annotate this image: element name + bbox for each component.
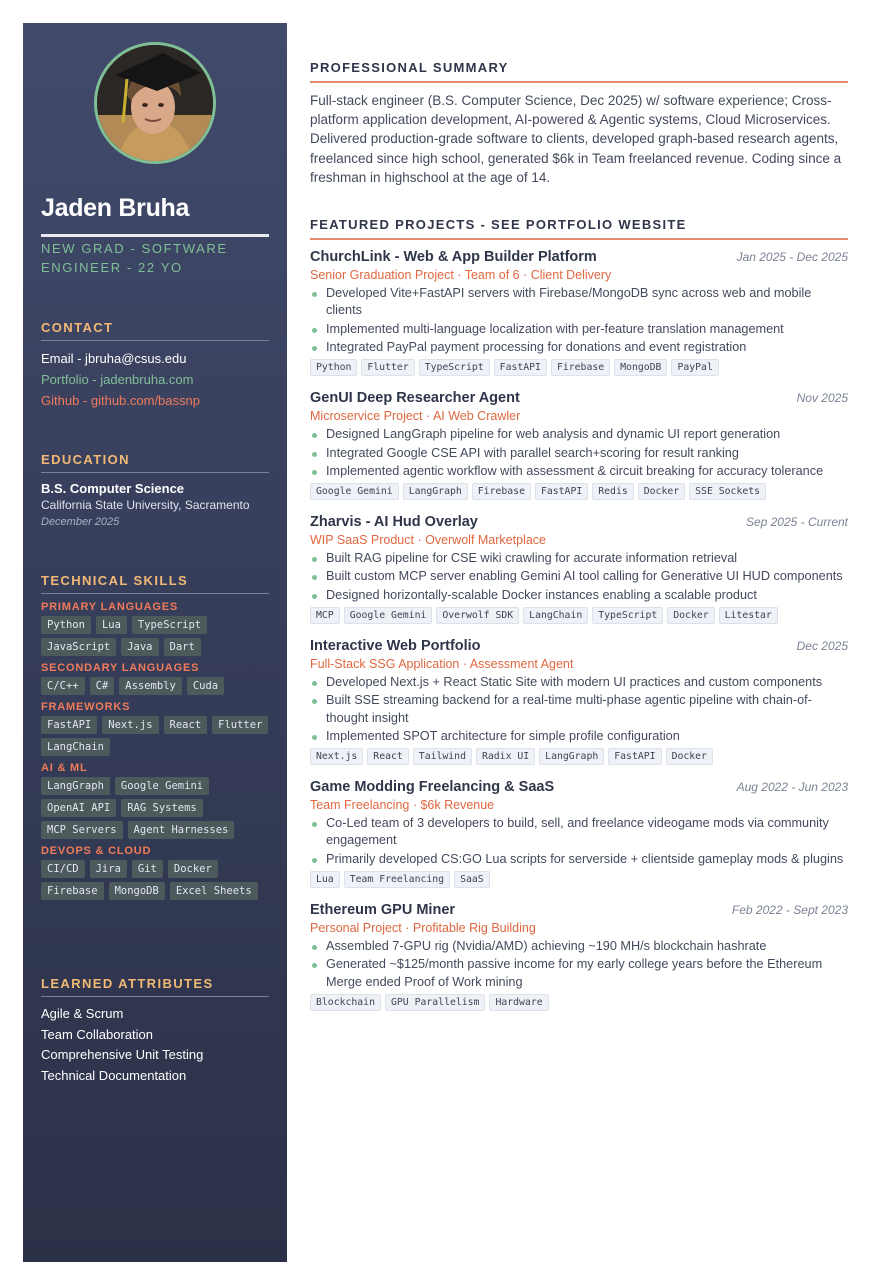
attribute-item: Agile & Scrum — [41, 1006, 124, 1021]
skill-category-label: FRAMEWORKS — [41, 701, 131, 713]
tech-tag: Google Gemini — [344, 607, 433, 624]
attributes-list — [41, 1004, 269, 1086]
tech-tag: Google Gemini — [310, 483, 399, 500]
project-date: Nov 2025 — [796, 391, 848, 406]
contact-email[interactable]: Email - jbruha@csus.edu — [41, 351, 187, 366]
tech-tag: Litestar — [719, 607, 778, 624]
project-bullets — [310, 815, 848, 868]
project-tags — [310, 748, 848, 765]
skills-heading: TECHNICAL SKILLS — [41, 573, 269, 594]
tech-tag: Redis — [592, 483, 634, 500]
project-bullet: Integrated PayPal payment processing for donations and event registration — [310, 339, 848, 356]
attributes-section — [41, 976, 269, 1086]
tech-tag: Tailwind — [413, 748, 472, 765]
project-subtitle: Team Freelancing · $6k Revenue — [310, 798, 495, 813]
tech-tag: FastAPI — [608, 748, 661, 765]
tech-tag: Team Freelancing — [344, 871, 450, 888]
skill-category-label: PRIMARY LANGUAGES — [41, 601, 179, 613]
skill-chip: Docker — [168, 860, 218, 878]
tech-tag: Docker — [666, 748, 713, 765]
contact-section — [41, 320, 269, 411]
project-subtitle: Personal Project · Profitable Rig Building — [310, 921, 536, 936]
skill-chip: LangGraph — [41, 777, 110, 795]
tech-tag: MCP — [310, 607, 340, 624]
skill-chip: Cuda — [187, 677, 224, 695]
project-header — [310, 638, 848, 654]
project-date: Aug 2022 - Jun 2023 — [736, 780, 848, 795]
project-title: Game Modding Freelancing & SaaS — [310, 779, 555, 796]
tech-tag: TypeScript — [592, 607, 663, 624]
skill-chip: MongoDB — [109, 882, 165, 900]
skills-section — [41, 573, 269, 906]
skill-chip-group — [41, 677, 269, 695]
skill-chip: Jira — [90, 860, 127, 878]
skill-chip: TypeScript — [132, 616, 207, 634]
project-title: Ethereum GPU Miner — [310, 902, 456, 919]
skill-chip: RAG Systems — [121, 799, 203, 817]
tech-tag: LangChain — [523, 607, 588, 624]
skill-chip: Git — [132, 860, 163, 878]
project-bullets — [310, 938, 848, 991]
project-subtitle: Microservice Project · AI Web Crawler — [310, 409, 521, 424]
contact-portfolio-link[interactable]: Portfolio - jadenbruha.com — [41, 372, 194, 387]
project-bullet: Integrated Google CSE API with parallel search+scoring for result ranking — [310, 445, 848, 462]
project-entry — [310, 249, 848, 376]
project-header — [310, 390, 848, 406]
tech-tag: Python — [310, 359, 357, 376]
tech-tag: LangGraph — [403, 483, 468, 500]
skill-chip-group — [41, 860, 269, 900]
project-bullet: Implemented agentic workflow with assessment & circuit breaking for accuracy tolerance — [310, 463, 848, 480]
tech-tag: SaaS — [454, 871, 490, 888]
project-bullet: Primarily developed CS:GO Lua scripts for serverside + clientside gameplay mods & plugins — [310, 851, 848, 868]
skill-chip: Next.js — [102, 716, 158, 734]
skill-chip: Lua — [96, 616, 127, 634]
project-header — [310, 902, 848, 918]
project-entry — [310, 390, 848, 500]
education-degree: B.S. Computer Science — [41, 481, 185, 496]
project-bullet: Co-Led team of 3 developers to build, sell, and freelance videogame mods via community engagement — [310, 815, 848, 850]
skill-chip: Flutter — [212, 716, 268, 734]
skill-chip: C/C++ — [41, 677, 85, 695]
project-header — [310, 779, 848, 795]
education-date: December 2025 — [41, 516, 120, 528]
tech-tag: Overwolf SDK — [436, 607, 519, 624]
project-bullet: Implemented multi-language localization with per-feature translation management — [310, 321, 848, 338]
summary-section — [310, 60, 848, 187]
project-bullet: Assembled 7-GPU rig (Nvidia/AMD) achieving ~190 MH/s blockchain hashrate — [310, 938, 848, 955]
attributes-heading: LEARNED ATTRIBUTES — [41, 976, 269, 997]
tech-tag: TypeScript — [419, 359, 490, 376]
tech-tag: PayPal — [671, 359, 718, 376]
tech-tag: Firebase — [551, 359, 610, 376]
summary-text: Full-stack engineer (B.S. Computer Science, Dec 2025) w/ software experience; Cross-platform application development, AI-powered & Agentic systems, Cloud Microservices. Delivered production-grade software to clients, developed graph-based research agents, freelanced since high school, generated $6k in Team freelanced revenue. Coding since a freshman in highschool at the age of 14. — [310, 93, 842, 185]
skill-category-label: DEVOPS & CLOUD — [41, 845, 152, 857]
tech-tag: FastAPI — [494, 359, 547, 376]
summary-heading: PROFESSIONAL SUMMARY — [310, 60, 848, 83]
tech-tag: FastAPI — [535, 483, 588, 500]
skill-category-label: AI & ML — [41, 762, 88, 774]
tech-tag: GPU Parallelism — [385, 994, 485, 1011]
attribute-item: Team Collaboration — [41, 1026, 154, 1042]
project-date: Feb 2022 - Sept 2023 — [731, 903, 848, 918]
name-divider — [41, 234, 269, 237]
skill-chip-group — [41, 716, 269, 756]
project-tags — [310, 359, 848, 376]
skills-list — [41, 601, 269, 900]
project-date: Dec 2025 — [796, 638, 848, 653]
skill-chip: JavaScript — [41, 638, 116, 656]
project-header — [310, 249, 848, 265]
project-bullet: Designed LangGraph pipeline for web analysis and dynamic UI report generation — [310, 426, 848, 443]
attribute-item: Technical Documentation — [41, 1067, 187, 1083]
project-date: Jan 2025 - Dec 2025 — [736, 250, 848, 265]
skill-chip: CI/CD — [41, 860, 85, 878]
project-entry — [310, 514, 848, 624]
sidebar — [23, 23, 287, 1262]
project-date: Sep 2025 - Current — [745, 515, 848, 530]
tech-tag: Hardware — [489, 994, 548, 1011]
projects-list — [310, 249, 848, 1011]
project-bullet: Designed horizontally-scalable Docker instances enabling a scalable product — [310, 587, 848, 604]
project-bullet: Built custom MCP server enabling Gemini AI tool calling for Generative UI HUD components — [310, 568, 848, 585]
contact-github-link[interactable]: Github - github.com/bassnp — [41, 393, 200, 408]
skill-chip: Firebase — [41, 882, 104, 900]
project-bullets — [310, 426, 848, 480]
project-bullet: Developed Vite+FastAPI servers with Firebase/MongoDB sync across web and mobile clients — [310, 285, 848, 320]
skill-chip: LangChain — [41, 738, 110, 756]
project-entry — [310, 638, 848, 765]
project-bullet: Generated ~$125/month passive income for my early college years before the Ethereum Merge ended Proof of Work mining — [310, 956, 848, 991]
project-subtitle: Senior Graduation Project · Team of 6 · Client Delivery — [310, 268, 612, 283]
education-section — [41, 452, 269, 531]
tech-tag: Docker — [667, 607, 714, 624]
candidate-name: Jaden Bruha — [41, 194, 190, 222]
project-title: GenUI Deep Researcher Agent — [310, 390, 520, 407]
project-bullets — [310, 285, 848, 356]
skill-chip: Assembly — [119, 677, 182, 695]
education-heading: EDUCATION — [41, 452, 269, 473]
tech-tag: LangGraph — [539, 748, 604, 765]
skill-chip: Python — [41, 616, 91, 634]
tech-tag: Lua — [310, 871, 340, 888]
tech-tag: SSE Sockets — [689, 483, 766, 500]
skill-chip: Dart — [164, 638, 201, 656]
skill-chip: C# — [90, 677, 115, 695]
project-entry — [310, 902, 848, 1011]
skill-category-label: SECONDARY LANGUAGES — [41, 662, 200, 674]
tech-tag: MongoDB — [614, 359, 667, 376]
project-title: Zharvis - AI Hud Overlay — [310, 514, 478, 531]
skill-chip-group — [41, 777, 269, 839]
tech-tag: Flutter — [361, 359, 414, 376]
skill-chip: FastAPI — [41, 716, 97, 734]
skill-chip: Java — [121, 638, 158, 656]
project-bullet: Developed Next.js + React Static Site with modern UI practices and custom components — [310, 674, 848, 691]
skill-chip-group — [41, 616, 269, 656]
project-tags — [310, 483, 848, 500]
project-subtitle: Full-Stack SSG Application · Assessment Agent — [310, 656, 574, 671]
project-title: Interactive Web Portfolio — [310, 637, 481, 654]
project-bullets — [310, 674, 848, 745]
projects-heading: FEATURED PROJECTS - SEE PORTFOLIO WEBSITE — [310, 217, 848, 240]
project-bullets — [310, 550, 848, 604]
education-school: California State University, Sacramento — [41, 498, 250, 512]
tech-tag: React — [367, 748, 409, 765]
project-tags — [310, 871, 848, 888]
contact-heading: CONTACT — [41, 320, 269, 341]
project-bullet: Built RAG pipeline for CSE wiki crawling for accurate information retrieval — [310, 550, 848, 567]
project-tags — [310, 607, 848, 624]
skill-chip: MCP Servers — [41, 821, 123, 839]
project-bullet: Implemented SPOT architecture for simple profile configuration — [310, 728, 848, 745]
project-bullet: Built SSE streaming backend for a real-time multi-phase agentic pipeline with chain-of-thought insight — [310, 692, 848, 727]
tech-tag: Radix UI — [476, 748, 535, 765]
skill-chip: Agent Harnesses — [128, 821, 235, 839]
skill-chip: Google Gemini — [115, 777, 209, 795]
skill-chip: Excel Sheets — [170, 882, 258, 900]
tech-tag: Docker — [638, 483, 685, 500]
skill-chip: OpenAI API — [41, 799, 116, 817]
profile-photo — [97, 45, 213, 161]
candidate-role: NEW GRAD - SOFTWARE ENGINEER - 22 YO — [41, 241, 228, 275]
project-subtitle: WIP SaaS Product · Overwolf Marketplace — [310, 533, 546, 548]
project-title: ChurchLink - Web & App Builder Platform — [310, 249, 597, 266]
project-entry — [310, 779, 848, 888]
attribute-item: Comprehensive Unit Testing — [41, 1047, 204, 1062]
project-header — [310, 514, 848, 530]
main-content — [310, 60, 848, 1011]
tech-tag: Next.js — [310, 748, 363, 765]
tech-tag: Firebase — [472, 483, 531, 500]
project-tags — [310, 994, 848, 1011]
skill-chip: React — [164, 716, 208, 734]
projects-section — [310, 217, 848, 1011]
avatar — [94, 42, 216, 164]
tech-tag: Blockchain — [310, 994, 381, 1011]
